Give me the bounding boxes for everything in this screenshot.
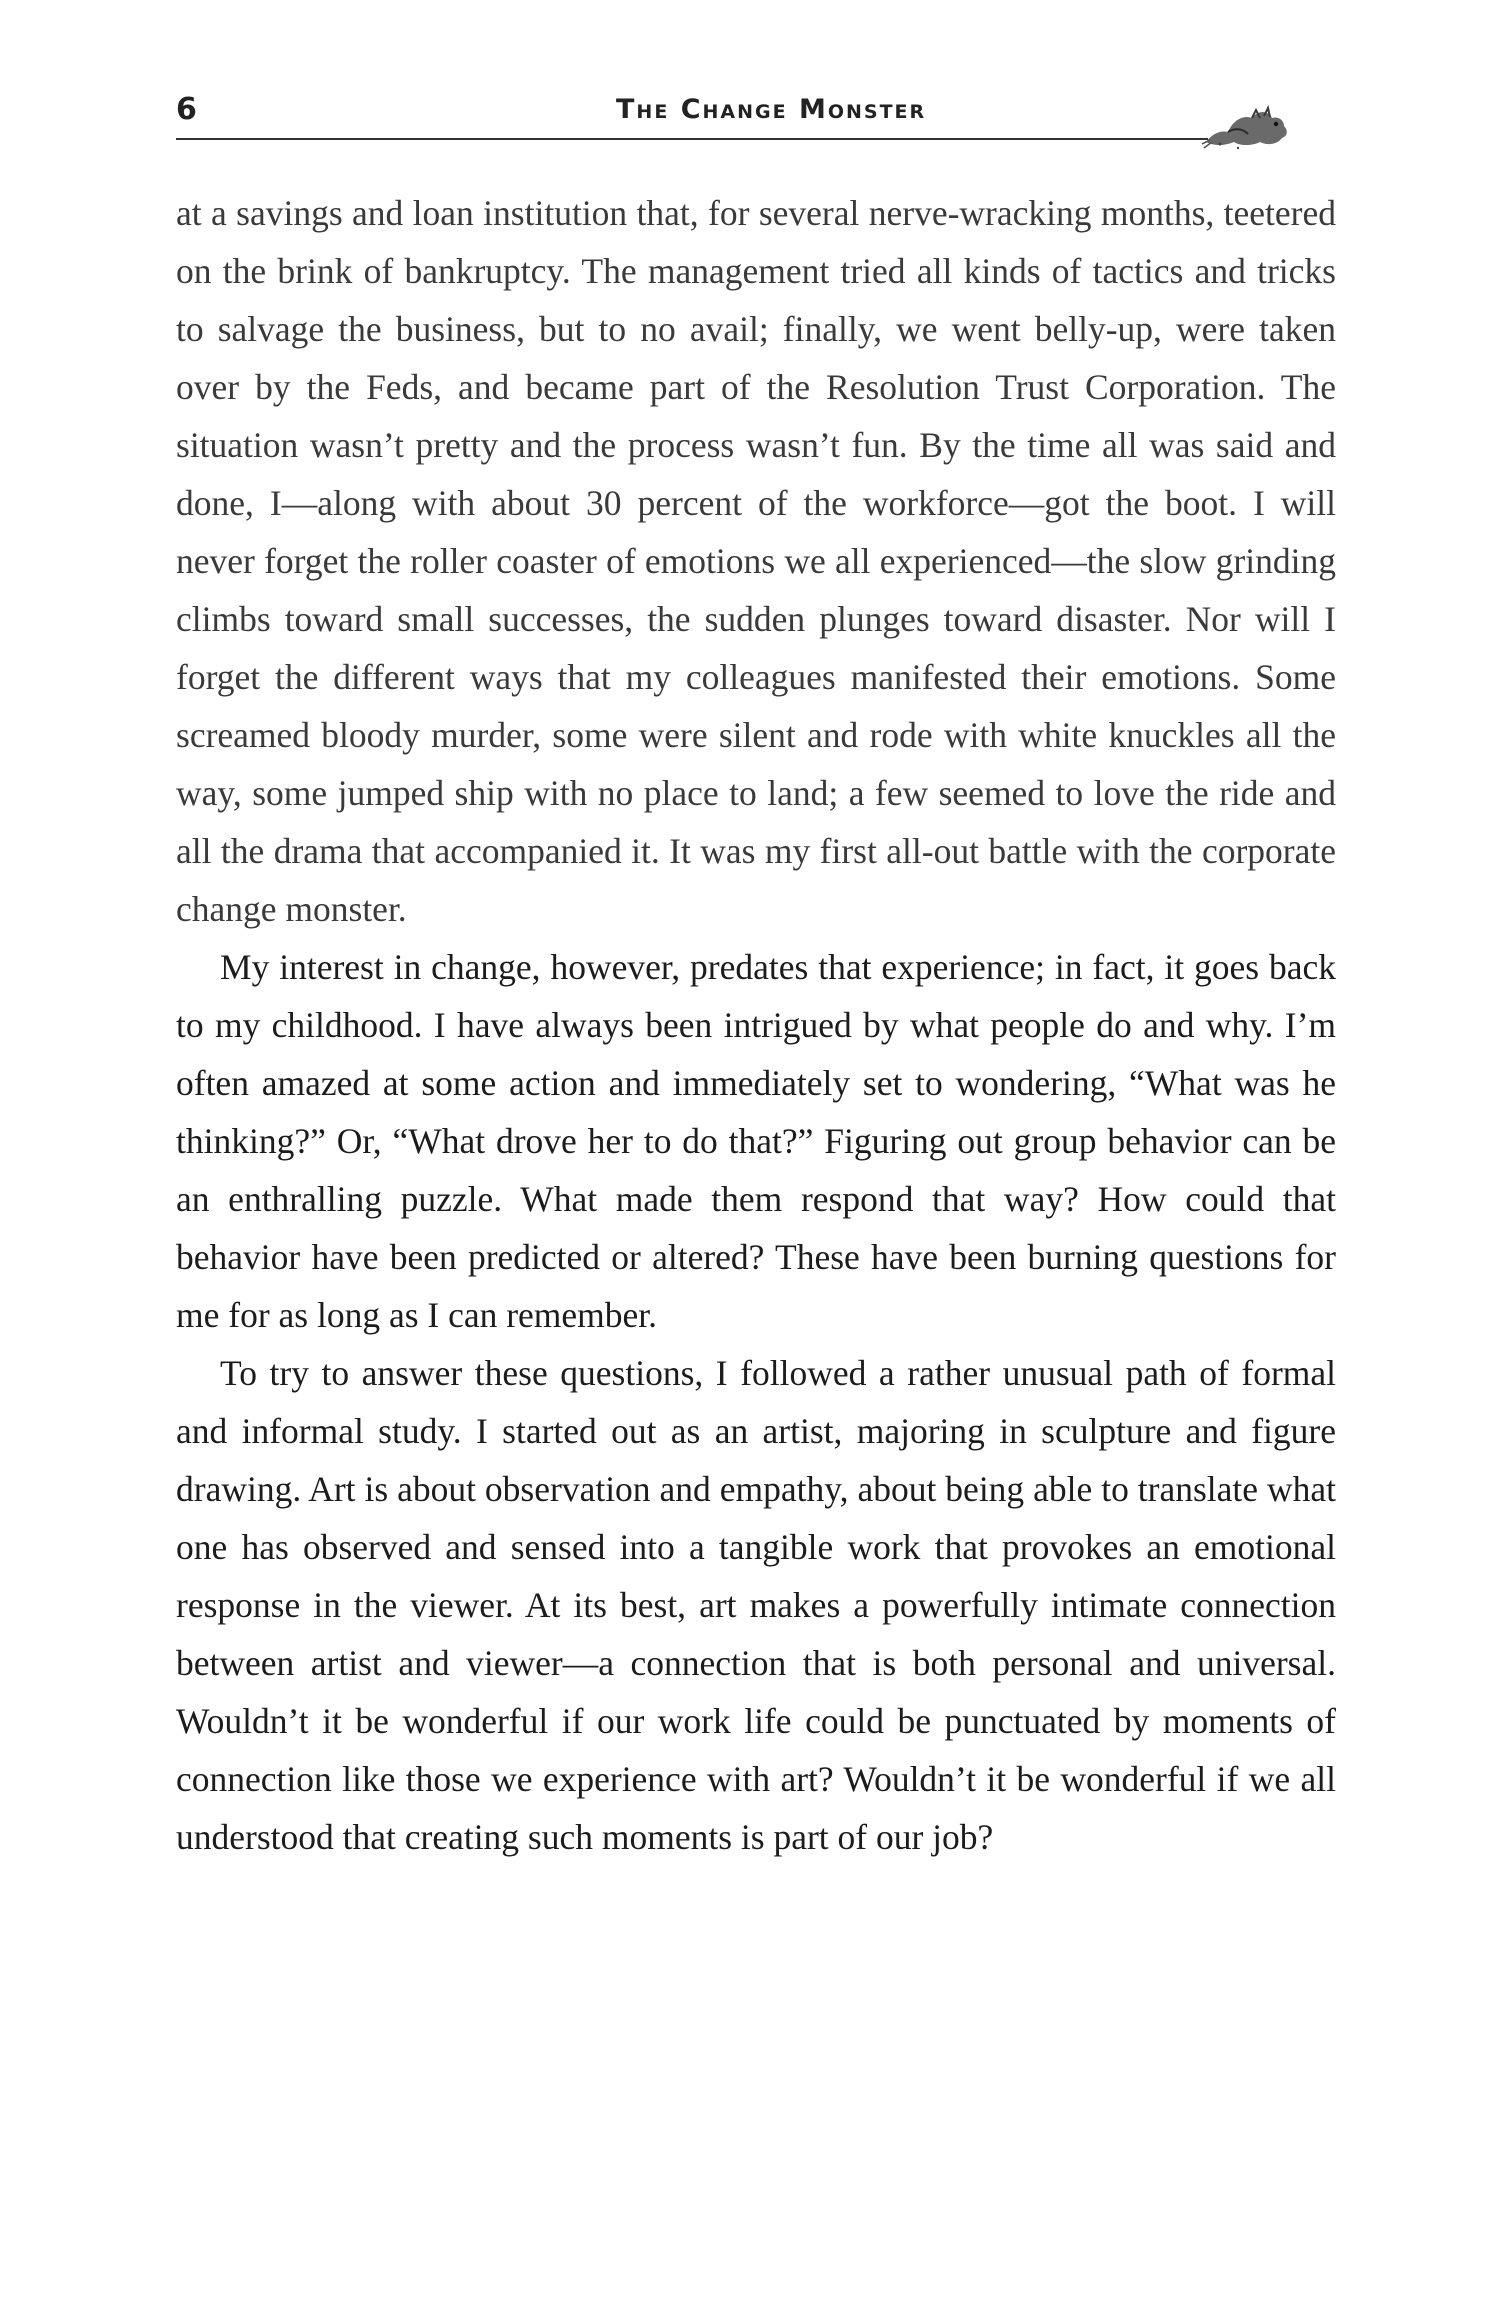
- paragraph-formal-informal-study: To try to answer these questions, I followed a rather unusual path of formal and informal study. I started out as an artist, majoring in sculpture and figure drawing. Art is about observation and empathy, about being able to translate what one has observed and sensed into a tangible work that provokes an emotional response in the viewer. At its best, art makes a powerfully intimate connection between artist and viewer—a connection that is both personal and universal. Wouldn’t it be wonderful if our work life could be punctuated by moments of connection like those we experience with art? Wouldn’t it be wonderful if we all understood that creating such moments is part of our job?: [176, 1353, 1336, 1857]
- running-head: [176, 92, 1376, 142]
- book-title: The Change Monster: [616, 94, 927, 125]
- paragraph-interest-in-change: My interest in change, however, predates that experience; in fact, it goes back to my childhood. I have always been intrigued by what people do and why. I’m often amazed at some action and immediately set to wondering, “What was he thinking?” Or, “What drove her to do that?” Figuring out group behavior can be an enthralling puzzle. What made them respond that way? How could that behavior have been predicted or altered? These have been burning questions for me for as long as I can remember.: [176, 947, 1336, 1335]
- paragraph-continued: at a savings and loan institution that, for several nerve-wracking months, teetered on the brink of bankruptcy. The management tried all kinds of tactics and tricks to salvage the business, but to no avail; finally, we went belly-up, were taken over by the Feds, and became part of the Resolution Trust Corporation. The situation wasn’t pretty and the process wasn’t fun. By the time all was said and done, I—along with about 30 percent of the workforce—got the boot. I will never forget the roller coaster of emotions we all experienced—the slow grinding climbs toward small successes, the sudden plunges toward disaster. Nor will I forget the different ways that my colleagues manifested their emotions. Some screamed bloody murder, some were silent and rode with white knuckles all the way, some jumped ship with no place to land; a few seemed to love the ride and all the drama that accompanied it. It was my first all-out battle with the corporate change monster.: [176, 193, 1336, 929]
- change-monster-icon: [1198, 104, 1292, 150]
- body-text: [176, 184, 1336, 1866]
- page-number: 6: [176, 92, 197, 127]
- header-rule: [176, 138, 1208, 140]
